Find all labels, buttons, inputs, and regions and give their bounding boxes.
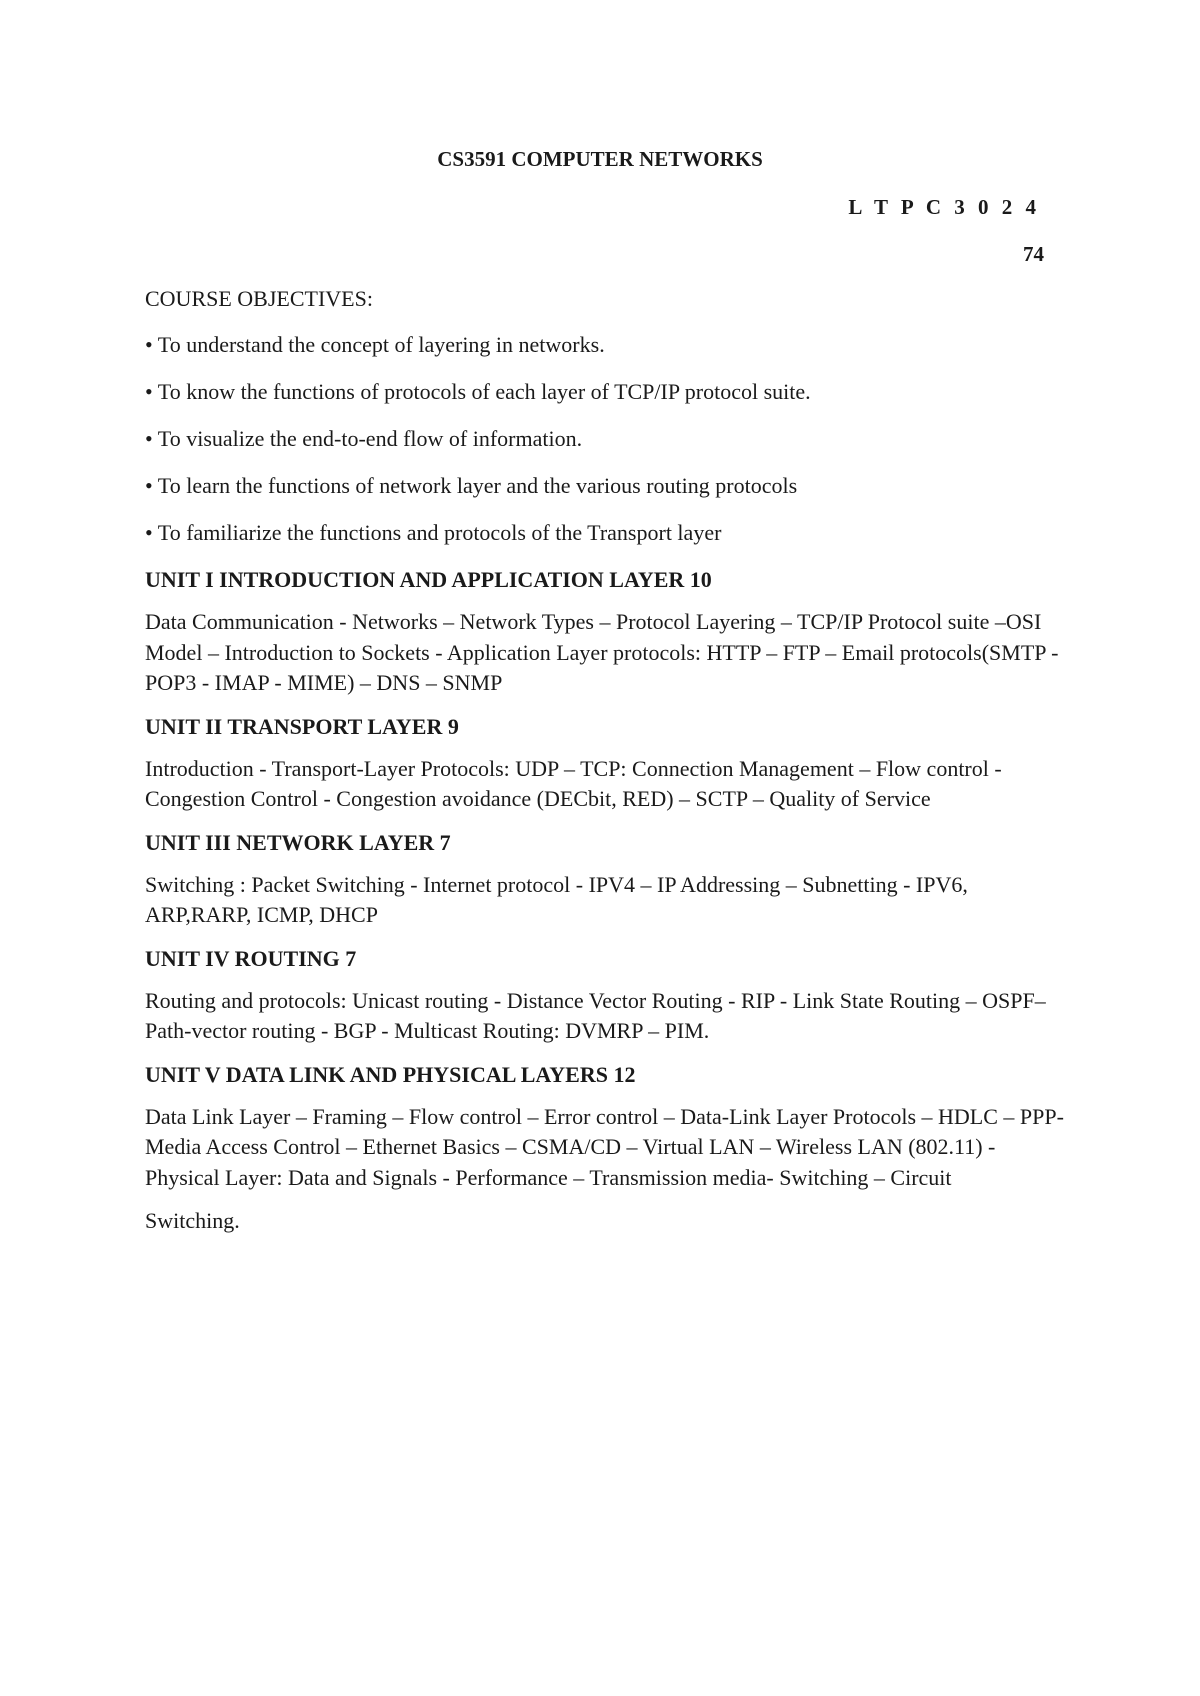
objective-item: • To know the functions of protocols of each layer of TCP/IP protocol suite. (145, 379, 811, 404)
unit-5-heading: UNIT V DATA LINK AND PHYSICAL LAYERS 12 (145, 1061, 636, 1087)
objective-item: • To understand the concept of layering in networks. (145, 332, 605, 357)
objectives-list (145, 331, 1065, 547)
unit-1-content: Data Communication - Networks – Network Types – Protocol Layering – TCP/IP Protocol suite –OSI Model – Introduction to Sockets - Application Layer protocols: HTTP – FTP – Email protocols(SMTP - POP3 - IMAP - MIME) – DNS – SNMP (145, 609, 1059, 695)
total-hours: 74 (1023, 242, 1044, 266)
unit-2-content: Introduction - Transport-Layer Protocols: UDP – TCP: Connection Management – Flow control -Congestion Control - Congestion avoidance (DECbit, RED) – SCTP – Quality of Service (145, 755, 1002, 811)
unit-5-content: Data Link Layer – Framing – Flow control – Error control – Data-Link Layer Protocols – HDLC – PPP- Media Access Control – Ethernet Basics – CSMA/CD – Virtual LAN – Wireless LAN (802.11) -Physical Layer: Data and Signals - Performance – Transmission media- Switching – Circuit (145, 1103, 1064, 1190)
objective-item: • To visualize the end-to-end flow of information. (145, 426, 583, 451)
objective-item: • To familiarize the functions and protocols of the Transport layer (145, 520, 722, 545)
ltpc-credits: L T P C 3 0 2 4 (848, 195, 1040, 219)
trailing-text: Switching. (145, 1208, 240, 1233)
unit-1-heading: UNIT I INTRODUCTION AND APPLICATION LAYER 10 (145, 567, 712, 592)
objective-item: • To learn the functions of network layer and the various routing protocols (145, 473, 798, 498)
unit-2-heading: UNIT II TRANSPORT LAYER 9 (145, 713, 459, 739)
course-title: CS3591 COMPUTER NETWORKS (437, 147, 763, 171)
unit-4-heading: UNIT IV ROUTING 7 (145, 945, 357, 971)
unit-3-heading: UNIT III NETWORK LAYER 7 (145, 829, 451, 855)
syllabus-body (145, 285, 1065, 1235)
unit-3-content: Switching : Packet Switching - Internet protocol - IPV4 – IP Addressing – Subnetting - IPV6, ARP,RARP, ICMP, DHCP (145, 871, 968, 927)
objectives-heading: COURSE OBJECTIVES: (145, 286, 373, 311)
unit-4-content: Routing and protocols: Unicast routing - Distance Vector Routing - RIP - Link State Routing – OSPF– Path-vector routing - BGP - Multicast Routing: DVMRP – PIM. (145, 987, 1046, 1043)
